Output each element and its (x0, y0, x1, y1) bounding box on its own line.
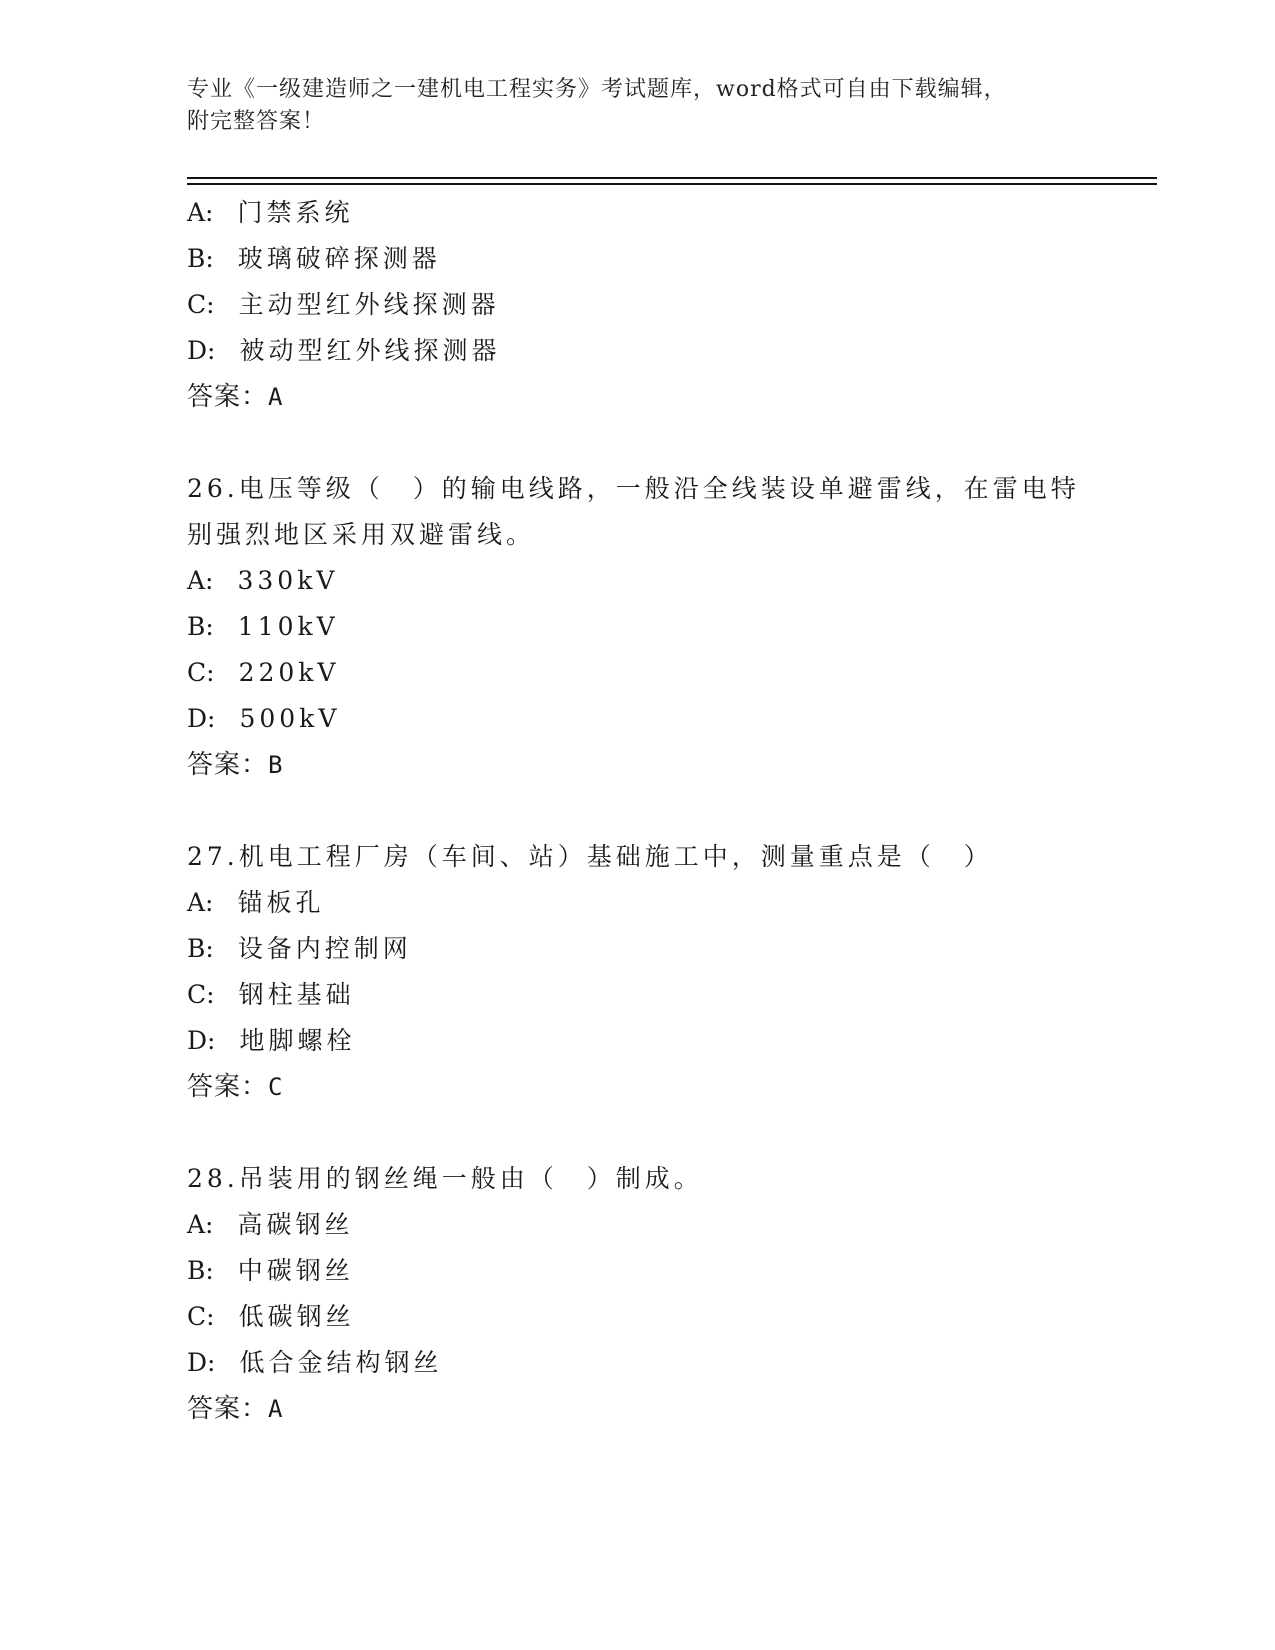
option-letter: D: (187, 1026, 216, 1055)
option-text: 500kV (239, 704, 341, 733)
option-b (187, 1248, 1087, 1294)
question-27 (187, 834, 1087, 1110)
option-text: 门禁系统 (237, 198, 354, 227)
option-letter: C: (187, 980, 215, 1009)
question-stem-line-1: 27.机电工程厂房（车间、站）基础施工中，测量重点是（ ） (187, 842, 993, 871)
question-25 (187, 190, 1087, 420)
question-stem-line-1: 28.吊装用的钢丝绳一般由（ ）制成。 (187, 1164, 703, 1193)
option-letter: A: (187, 566, 214, 595)
option-letter: B: (187, 244, 214, 273)
option-d (187, 1018, 1087, 1064)
option-c (187, 650, 1087, 696)
option-text: 110kV (237, 612, 339, 641)
answer-label: 答案： (187, 750, 269, 780)
option-text: 中碳钢丝 (237, 1256, 354, 1285)
question-list (187, 190, 1087, 1432)
option-text: 高碳钢丝 (237, 1210, 354, 1239)
option-letter: C: (187, 658, 215, 687)
option-a (187, 190, 1087, 236)
document-header (187, 74, 1087, 138)
option-text: 主动型红外线探测器 (238, 290, 500, 319)
option-letter: D: (187, 1348, 216, 1377)
option-letter: D: (187, 704, 216, 733)
option-letter: C: (187, 290, 215, 319)
answer-label: 答案： (187, 382, 269, 412)
option-text: 220kV (238, 658, 340, 687)
header-divider-bottom (187, 183, 1157, 185)
question-28 (187, 1156, 1087, 1432)
option-text: 低碳钢丝 (238, 1302, 355, 1331)
option-text: 被动型红外线探测器 (239, 336, 501, 365)
answer-value: C (268, 1073, 284, 1101)
header-divider-top (187, 177, 1157, 179)
option-letter: B: (187, 934, 214, 963)
option-text: 低合金结构钢丝 (239, 1348, 443, 1377)
question-stem-line-1: 26.电压等级（ ）的输电线路，一般沿全线装设单避雷线，在雷电特 (187, 474, 1080, 503)
answer-label: 答案： (187, 1394, 269, 1424)
answer-value: B (268, 751, 284, 779)
option-letter: A: (187, 888, 214, 917)
option-c (187, 282, 1087, 328)
answer (187, 1386, 1087, 1432)
option-text: 设备内控制网 (237, 934, 412, 963)
option-text: 地脚螺栓 (239, 1026, 356, 1055)
option-letter: B: (187, 1256, 214, 1285)
option-text: 玻璃破碎探测器 (237, 244, 441, 273)
answer (187, 742, 1087, 788)
answer-label: 答案： (187, 1072, 269, 1102)
option-c (187, 972, 1087, 1018)
option-d (187, 328, 1087, 374)
option-b (187, 604, 1087, 650)
option-letter: D: (187, 336, 216, 365)
option-d (187, 696, 1087, 742)
option-b (187, 236, 1087, 282)
option-letter: A: (187, 198, 214, 227)
option-letter: A: (187, 1210, 214, 1239)
option-text: 钢柱基础 (238, 980, 355, 1009)
option-letter: B: (187, 612, 214, 641)
answer (187, 1064, 1087, 1110)
option-b (187, 926, 1087, 972)
option-a (187, 880, 1087, 926)
option-d (187, 1340, 1087, 1386)
option-letter: C: (187, 1302, 215, 1331)
question-stem-line-2: 别强烈地区采用双避雷线。 (187, 520, 536, 549)
answer (187, 374, 1087, 420)
option-a (187, 1202, 1087, 1248)
option-a (187, 558, 1087, 604)
header-line-1: 专业《一级建造师之一建机电工程实务》考试题库，word格式可自由下载编辑， (187, 77, 1007, 102)
question-26 (187, 466, 1087, 788)
answer-value: A (268, 1395, 284, 1423)
option-c (187, 1294, 1087, 1340)
answer-value: A (268, 383, 284, 411)
header-line-2: 附完整答案！ (187, 109, 326, 134)
option-text: 锚板孔 (237, 888, 325, 917)
option-text: 330kV (237, 566, 339, 595)
